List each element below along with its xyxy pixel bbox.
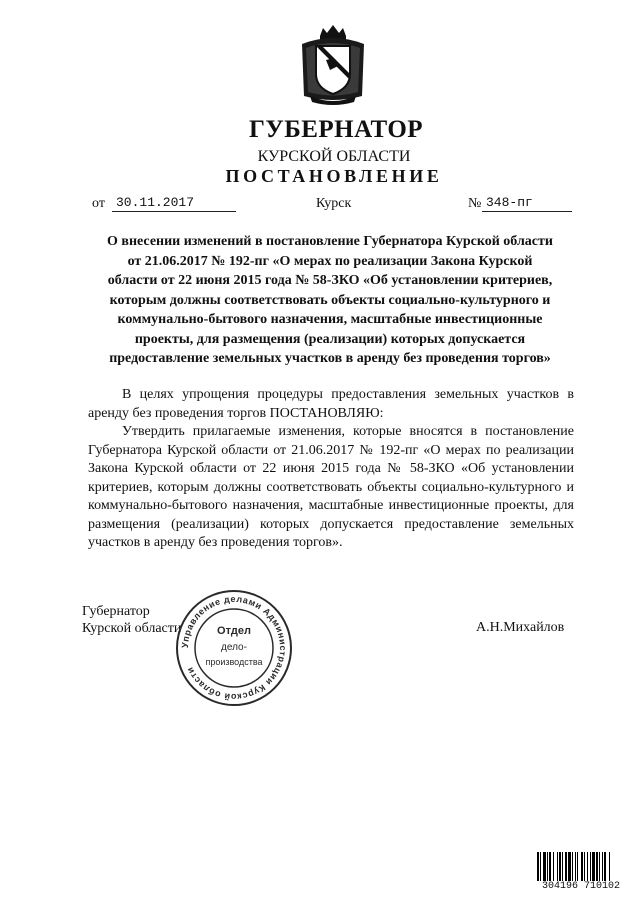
- body-paragraph: В целях упрощения процедуры предоставления земельных участков в аренду без проведения торгов ПОСТАНОВЛЯЮ:: [88, 387, 574, 421]
- barcode-bar: [553, 852, 554, 882]
- signatory-name: А.Н.Михайлов: [476, 620, 565, 635]
- heading-line: предоставление земельных участков в аренду без проведения торгов»: [109, 351, 551, 366]
- document-number: 348-пг: [486, 195, 533, 210]
- barcode-bar: [584, 852, 585, 882]
- signatory-title-line: Курской области: [82, 621, 182, 636]
- signatory-title-line: Губернатор: [82, 604, 150, 619]
- number-label: №: [468, 196, 482, 211]
- document-type: ПОСТАНОВЛЕНИЕ: [225, 166, 443, 186]
- barcode-bar: [592, 852, 595, 882]
- number-underline: [482, 211, 572, 212]
- date-underline: [112, 211, 236, 212]
- stamp-center-line: производства: [205, 657, 263, 667]
- barcode-bar: [602, 852, 603, 882]
- heading-line: коммунально-бытового назначения, масштабные инвестиционные: [117, 312, 543, 327]
- date-label: от: [92, 196, 105, 211]
- stamp-ring-text: Управление делами Администрации Курской области: [179, 593, 289, 703]
- issuer-region: КУРСКОЙ ОБЛАСТИ: [257, 148, 411, 165]
- barcode-bar: [568, 852, 571, 882]
- barcode-bar: [565, 852, 567, 882]
- heading-line: проекты, для размещения (реализации) которых допускается: [134, 331, 526, 347]
- barcode-bar: [599, 852, 600, 882]
- signatory-title: [82, 603, 181, 637]
- barcode-bar: [587, 852, 588, 882]
- barcode-number: 304196 710102: [536, 881, 626, 892]
- stamp-center-line: дело-: [221, 642, 247, 653]
- heading-line: О внесении изменений в постановление Губернатора Курской области: [107, 234, 553, 249]
- barcode-bar: [547, 852, 548, 882]
- barcode-bar: [572, 852, 573, 882]
- document-heading: [70, 232, 590, 369]
- barcode-bar: [540, 852, 541, 882]
- heading-line: от 21.06.2017 № 192-пг «О мерах по реализации Закона Курской: [127, 253, 533, 269]
- office-stamp: [174, 588, 294, 708]
- barcode-bar: [609, 852, 610, 882]
- coat-of-arms-emblem: [296, 22, 370, 106]
- barcode-bar: [590, 852, 591, 882]
- heading-line: которым должны соответствовать объекты социально-культурного и: [109, 292, 551, 308]
- issuer-title: ГУБЕРНАТОР: [248, 116, 424, 143]
- barcode-bar: [549, 852, 551, 882]
- barcode-bar: [537, 852, 539, 882]
- barcode-bar: [559, 852, 561, 882]
- document-date: 30.11.2017: [116, 195, 195, 210]
- barcode-bar: [596, 852, 598, 882]
- heading-line: области от 22 июня 2015 года № 58-ЗКО «Об установлении критериев,: [107, 273, 553, 288]
- barcode-bar: [543, 852, 546, 882]
- barcode-bar: [577, 852, 578, 882]
- stamp-center-line: Отдел: [217, 625, 251, 637]
- body-paragraph: Утвердить прилагаемые изменения, которые вносятся в постановление Губернатора Курской области от 21.06.2017 № 192-пг «О мерах по реализации Закона Курской области от 22 июня 2015 года № 58-ЗКО «Об установлении критериев, которым должны соответствовать объекты социально-культурного и коммунально-бытового назначения, масштабные инвестиционные проекты, для размещения (реализации) которых допускается предоставление земельных участков в аренду без проведения торгов».: [88, 424, 574, 550]
- city: Курск: [316, 196, 352, 211]
- barcode-bar: [604, 852, 606, 882]
- barcode-bar: [557, 852, 558, 882]
- barcode-bar: [575, 852, 576, 882]
- barcode-bar: [562, 852, 563, 882]
- document-body: [88, 386, 574, 553]
- barcode-bar: [581, 852, 583, 882]
